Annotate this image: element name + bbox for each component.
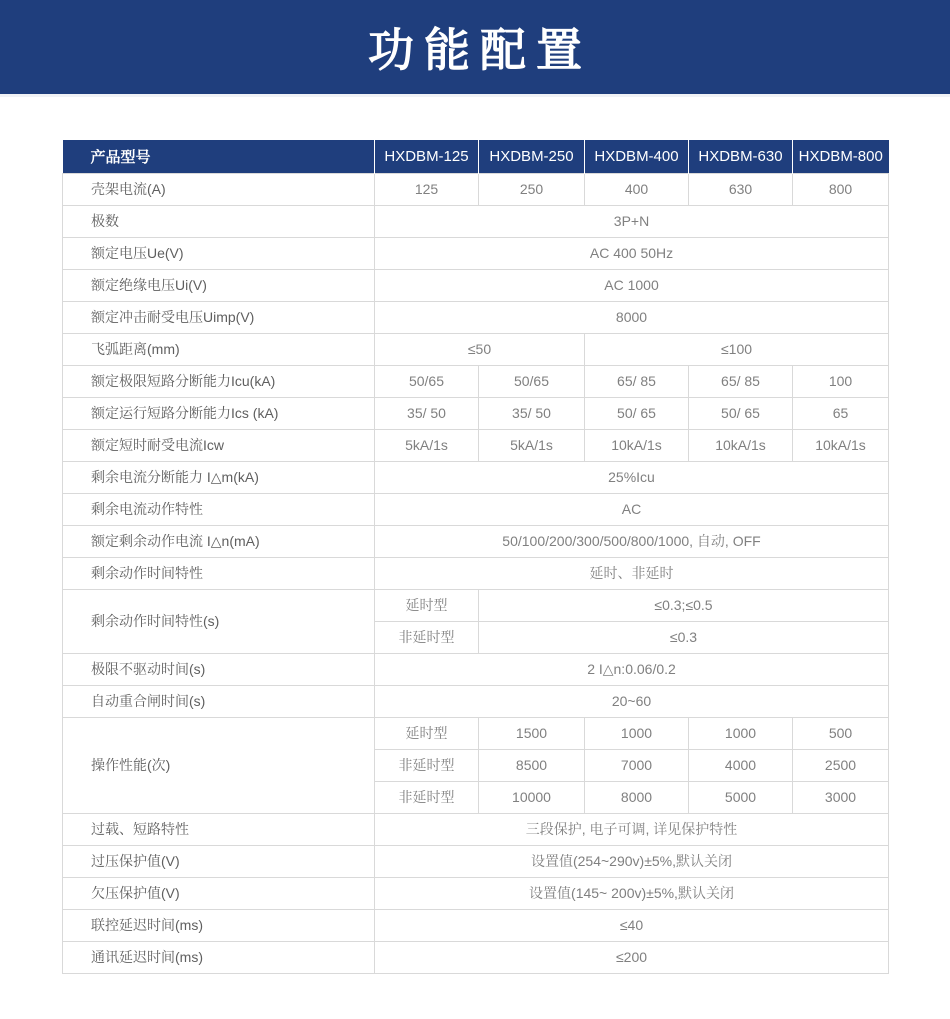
spec-value-cell: 2 I△n:0.06/0.2 (375, 653, 889, 685)
spec-value-cell: 5kA/1s (375, 429, 479, 461)
spec-value-cell: 非延时型 (375, 749, 479, 781)
spec-value-cell: 10kA/1s (689, 429, 793, 461)
spec-table-head (63, 140, 889, 173)
spec-value-cell: 延时、非延时 (375, 557, 889, 589)
spec-value-cell: 35/ 50 (479, 397, 585, 429)
spec-label-cell: 额定极限短路分断能力Icu(kA) (63, 365, 375, 397)
spec-value-cell: 800 (793, 173, 889, 205)
spec-value-cell: 50/65 (375, 365, 479, 397)
table-row (63, 173, 889, 205)
spec-value-cell: 500 (793, 717, 889, 749)
spec-value-cell: 1000 (585, 717, 689, 749)
spec-value-cell: 10000 (479, 781, 585, 813)
spec-value-cell: 25%Icu (375, 461, 889, 493)
spec-label-cell: 额定剩余动作电流 I△n(mA) (63, 525, 375, 557)
spec-label-cell: 剩余动作时间特性(s) (63, 589, 375, 653)
table-row (63, 877, 889, 909)
spec-label-cell: 剩余电流分断能力 I△m(kA) (63, 461, 375, 493)
spec-value-cell: 400 (585, 173, 689, 205)
spec-value-cell: ≤40 (375, 909, 889, 941)
spec-label-cell: 联控延迟时间(ms) (63, 909, 375, 941)
spec-label-cell: 欠压保护值(V) (63, 877, 375, 909)
spec-value-cell: 10kA/1s (793, 429, 889, 461)
table-row (63, 333, 889, 365)
spec-value-cell: 1000 (689, 717, 793, 749)
spec-value-cell: 4000 (689, 749, 793, 781)
table-row (63, 397, 889, 429)
spec-value-cell: 20~60 (375, 685, 889, 717)
table-row (63, 589, 889, 621)
model-column-header: HXDBM-800 (793, 140, 889, 173)
model-column-header: HXDBM-250 (479, 140, 585, 173)
spec-value-cell: AC 1000 (375, 269, 889, 301)
table-row (63, 845, 889, 877)
spec-value-cell: 设置值(145~ 200v)±5%,默认关闭 (375, 877, 889, 909)
table-row (63, 685, 889, 717)
table-row (63, 525, 889, 557)
spec-value-cell: 5kA/1s (479, 429, 585, 461)
spec-label-cell: 极数 (63, 205, 375, 237)
spec-label-cell: 过压保护值(V) (63, 845, 375, 877)
product-model-header: 产品型号 (63, 140, 375, 173)
table-row (63, 493, 889, 525)
table-row (63, 813, 889, 845)
spec-value-cell: ≤0.3 (479, 621, 889, 653)
header-row (63, 140, 889, 173)
spec-label-cell: 额定运行短路分断能力Ics (kA) (63, 397, 375, 429)
spec-value-cell: 65/ 85 (689, 365, 793, 397)
spec-label-cell: 剩余动作时间特性 (63, 557, 375, 589)
spec-value-cell: 35/ 50 (375, 397, 479, 429)
spec-value-cell: 8000 (585, 781, 689, 813)
spec-value-cell: 250 (479, 173, 585, 205)
table-row (63, 941, 889, 973)
spec-value-cell: 5000 (689, 781, 793, 813)
spec-value-cell: 非延时型 (375, 781, 479, 813)
table-row (63, 365, 889, 397)
table-row (63, 717, 889, 749)
spec-value-cell: 50/65 (479, 365, 585, 397)
table-row (63, 909, 889, 941)
spec-value-cell: 1500 (479, 717, 585, 749)
spec-value-cell: ≤0.3;≤0.5 (479, 589, 889, 621)
spec-value-cell: ≤50 (375, 333, 585, 365)
spec-label-cell: 额定短时耐受电流Icw (63, 429, 375, 461)
spec-value-cell: 设置值(254~290v)±5%,默认关闭 (375, 845, 889, 877)
spec-label-cell: 额定绝缘电压Ui(V) (63, 269, 375, 301)
spec-value-cell: 65/ 85 (585, 365, 689, 397)
spec-table (62, 140, 889, 974)
spec-label-cell: 额定冲击耐受电压Uimp(V) (63, 301, 375, 333)
spec-table-body (63, 173, 889, 973)
table-row (63, 205, 889, 237)
spec-label-cell: 壳架电流(A) (63, 173, 375, 205)
spec-label-cell: 过载、短路特性 (63, 813, 375, 845)
model-column-header: HXDBM-400 (585, 140, 689, 173)
spec-label-cell: 极限不驱动时间(s) (63, 653, 375, 685)
spec-value-cell: 3000 (793, 781, 889, 813)
spec-value-cell: 50/100/200/300/500/800/1000, 自动, OFF (375, 525, 889, 557)
page-title: 功能配置 (368, 24, 592, 76)
spec-label-cell: 额定电压Ue(V) (63, 237, 375, 269)
spec-value-cell: 50/ 65 (689, 397, 793, 429)
spec-value-cell: AC (375, 493, 889, 525)
spec-value-cell: 延时型 (375, 589, 479, 621)
spec-value-cell: 延时型 (375, 717, 479, 749)
spec-value-cell: 50/ 65 (585, 397, 689, 429)
spec-value-cell: ≤100 (585, 333, 889, 365)
spec-value-cell: 3P+N (375, 205, 889, 237)
spec-value-cell: 100 (793, 365, 889, 397)
table-row (63, 461, 889, 493)
spec-value-cell: 65 (793, 397, 889, 429)
spec-label-cell: 飞弧距离(mm) (63, 333, 375, 365)
page-banner (0, 0, 950, 97)
spec-value-cell: 10kA/1s (585, 429, 689, 461)
model-column-header: HXDBM-630 (689, 140, 793, 173)
spec-value-cell: 8500 (479, 749, 585, 781)
spec-label-cell: 自动重合闸时间(s) (63, 685, 375, 717)
spec-label-cell: 剩余电流动作特性 (63, 493, 375, 525)
spec-value-cell: 三段保护, 电子可调, 详见保护特性 (375, 813, 889, 845)
spec-table-container (62, 140, 888, 974)
table-row (63, 301, 889, 333)
spec-value-cell: 7000 (585, 749, 689, 781)
table-row (63, 237, 889, 269)
spec-value-cell: 630 (689, 173, 793, 205)
spec-value-cell: ≤200 (375, 941, 889, 973)
model-column-header: HXDBM-125 (375, 140, 479, 173)
table-row (63, 653, 889, 685)
table-row (63, 269, 889, 301)
spec-label-cell: 操作性能(次) (63, 717, 375, 813)
spec-label-cell: 通讯延迟时间(ms) (63, 941, 375, 973)
spec-value-cell: 125 (375, 173, 479, 205)
spec-value-cell: 非延时型 (375, 621, 479, 653)
spec-value-cell: AC 400 50Hz (375, 237, 889, 269)
table-row (63, 557, 889, 589)
spec-value-cell: 8000 (375, 301, 889, 333)
table-row (63, 429, 889, 461)
spec-value-cell: 2500 (793, 749, 889, 781)
